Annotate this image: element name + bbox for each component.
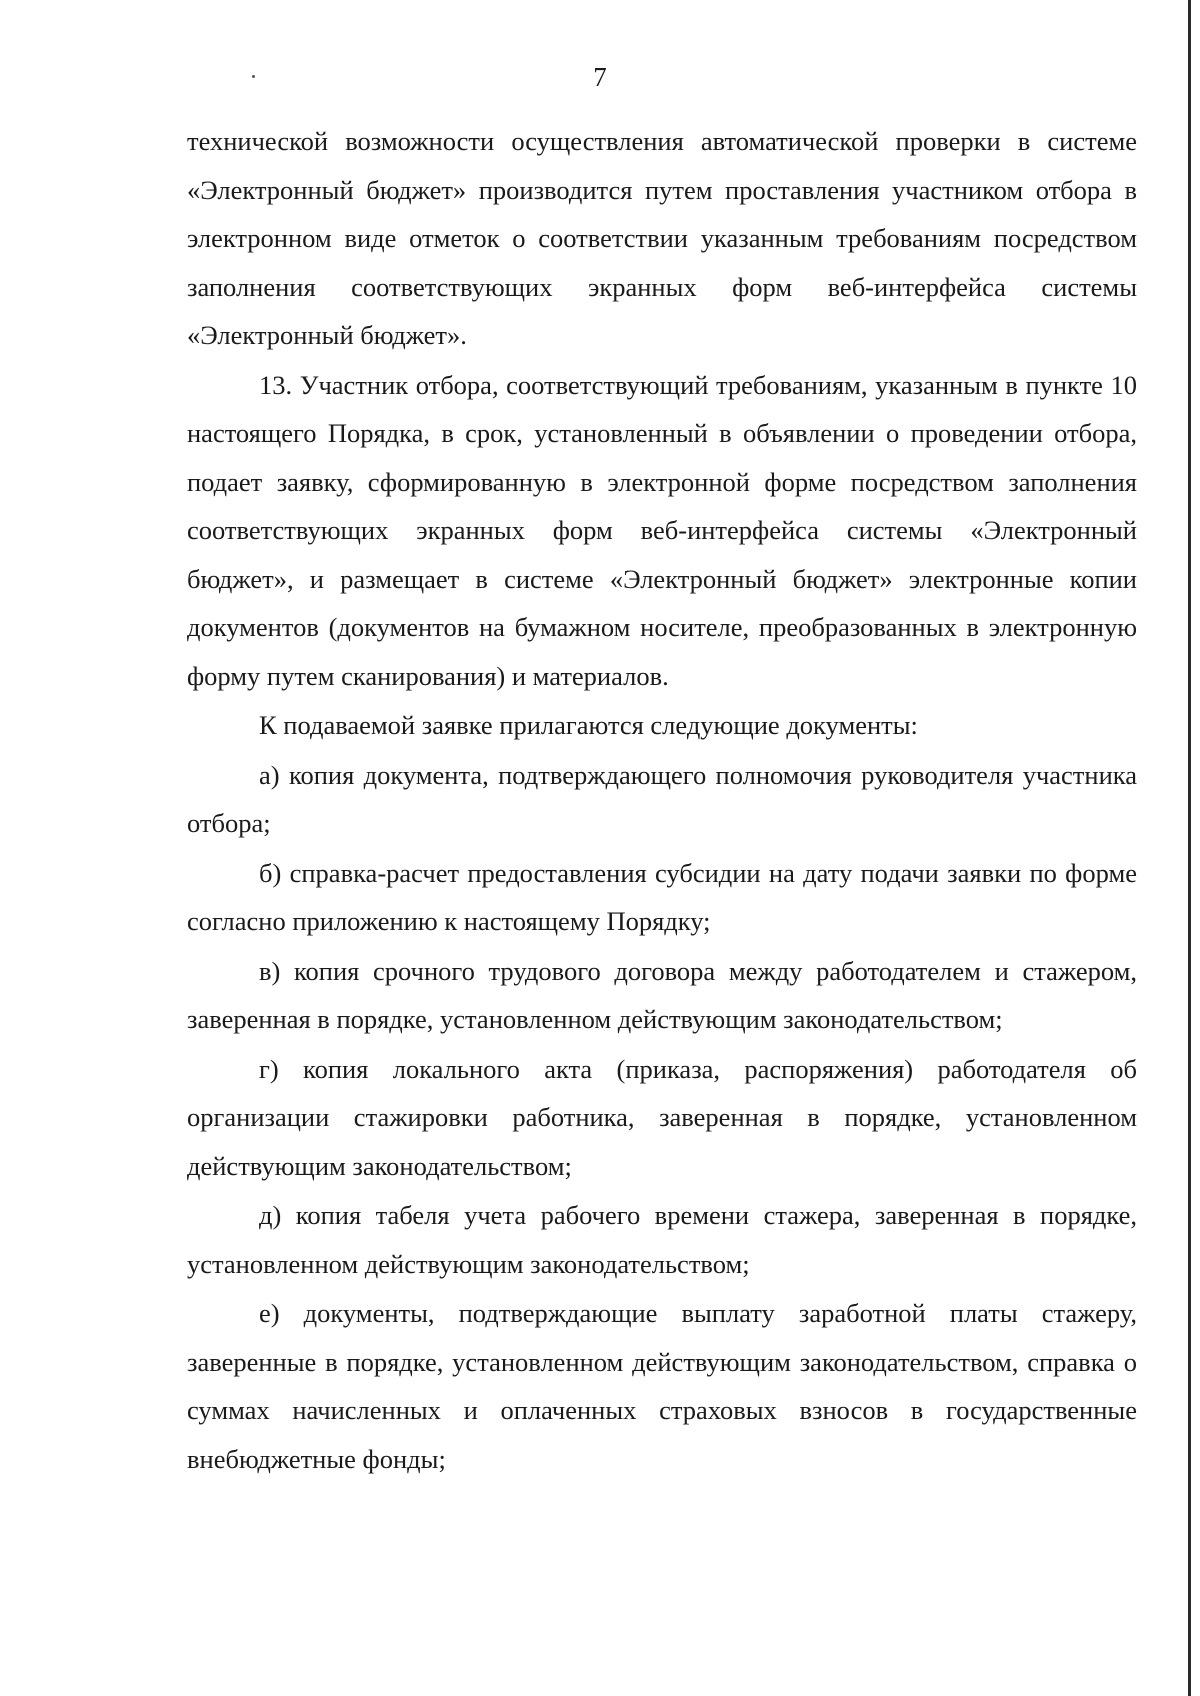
paragraph-13: 13. Участник отбора, соответствующий требованиям, указанным в пункте 10 настоящего Порядка, в срок, установленный в объявлении о проведении отбора, подает заявку, сформированную в электронной форме посредством заполнения соответствующих экранных форм веб-интерфейса системы «Электронный бюджет», и размещает в системе «Электронный бюджет» электронные копии документов (документов на бумажном носителе, преобразованных в электронную форму путем сканирования) и материалов. [187, 369, 1137, 691]
list-item-a: а) копия документа, подтверждающего полномочия руководителя участника отбора; [187, 759, 1137, 838]
list-item-b: б) справка-расчет предоставления субсидии на дату подачи заявки по форме согласно приложению к настоящему Порядку; [187, 857, 1137, 936]
documents-intro: К подаваемой заявке прилагаются следующие документы: [259, 710, 918, 740]
paragraph-continuation: технической возможности осуществления автоматической проверки в системе «Электронный бюджет» производится путем проставления участником отбора в электронном виде отметок о соответствии указанным требованиям посредством заполнения соответствующих экранных форм веб-интерфейса системы «Электронный бюджет». [187, 126, 1137, 350]
list-item-e: е) документы, подтверждающие выплату заработной платы стажеру, заверенные в порядке, установленном действующим законодательством, справка о суммах начисленных и оплаченных страховых взносов в государственные внебюджетные фонды; [187, 1298, 1137, 1474]
list-item-d: д) копия табеля учета рабочего времени стажера, заверенная в порядке, установленном действующим законодательством; [187, 1200, 1137, 1279]
list-item-v: в) копия срочного трудового договора между работодателем и стажером, заверенная в порядке, установленном действующим законодательством; [187, 955, 1137, 1034]
page-number: 7 [593, 62, 607, 92]
document-body [187, 117, 1137, 1484]
list-item-g: г) копия локального акта (приказа, распоряжения) работодателя об организации стажировки работника, заверенная в порядке, установленном действующим законодательством; [187, 1053, 1137, 1181]
scan-edge-line [1188, 0, 1191, 1696]
